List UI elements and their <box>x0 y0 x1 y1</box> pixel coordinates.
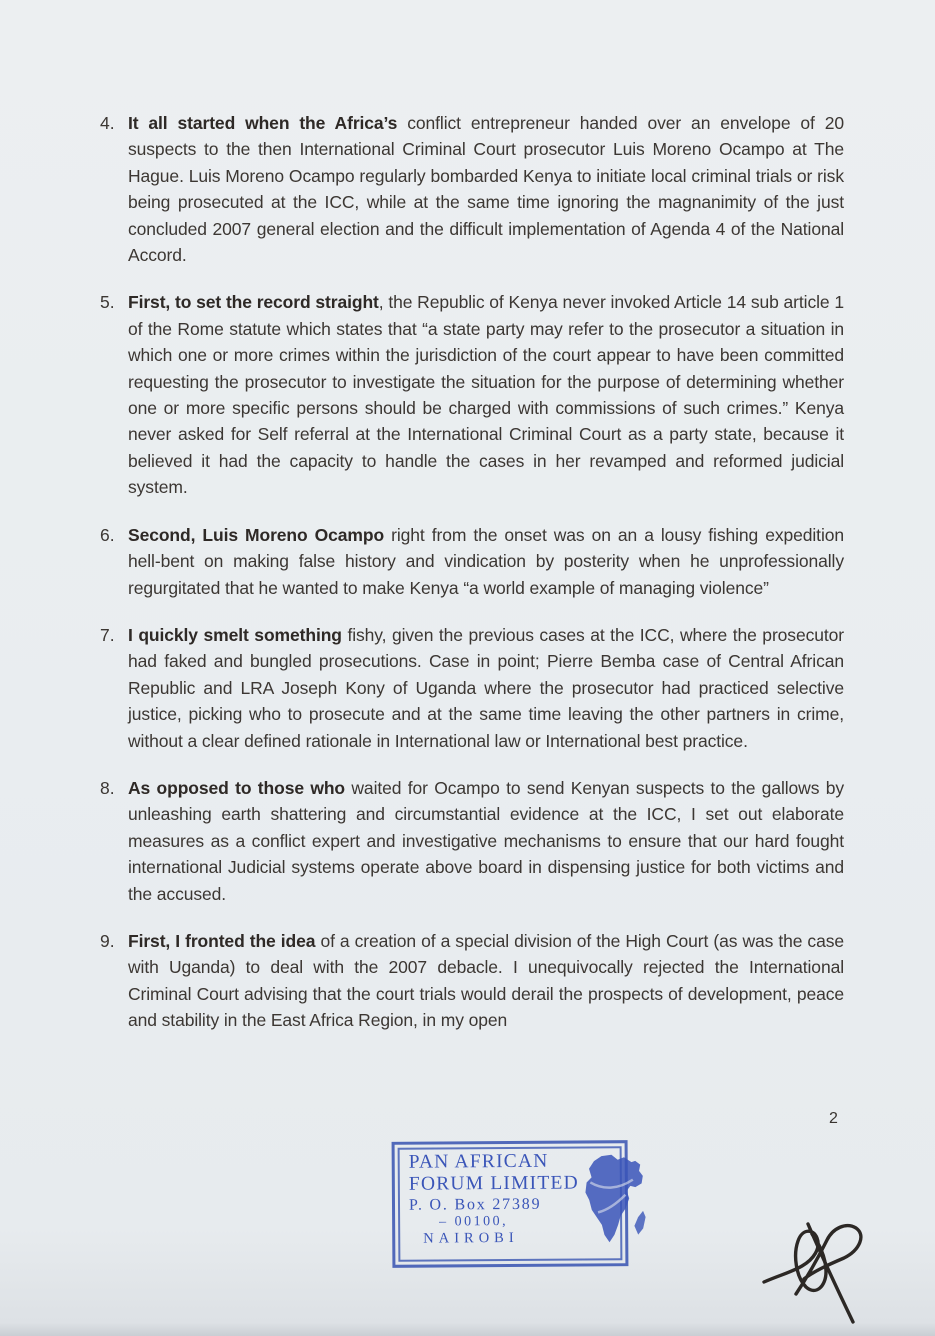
numbered-paragraph-list <box>100 110 844 1055</box>
item-body: , the Republic of Kenya never invoked Article 14 sub article 1 of the Rome statute which states that “a state party may refer to the prosecutor a situation in which one or more crimes within the jurisdiction of the court appear to have been committed requesting the prosecutor to investigate the situation for the purpose of determining whether one or more specific persons should be charged with commissions of such crimes.” Kenya never asked for Self referral at the International Criminal Court as a party state, because it believed it had the capacity to handle the cases in her revamped and reformed judicial system. <box>128 292 844 498</box>
stamp-city: NAIROBI <box>423 1229 519 1247</box>
list-item <box>100 622 844 754</box>
stamp-text-block <box>400 1149 580 1260</box>
signature-scribble <box>756 1198 934 1336</box>
page-number: 2 <box>829 1110 838 1127</box>
item-lead-bold: As opposed to those who <box>128 777 346 798</box>
stamp-inner-border <box>398 1146 623 1262</box>
item-text <box>128 110 844 268</box>
stamp-org-line1: PAN AFRICAN <box>408 1150 549 1173</box>
item-body: waited for Ocampo to send Kenyan suspects to the gallows by unleashing earth shattering and circumstantial evidence at the ICC, I set out elaborate measures as a conflict expert and investigative mechanisms to ensure that our hard fought international Judicial systems operate above board in dispensing justice for both victims and the accused. <box>128 777 844 904</box>
item-body: right from the onset was on an a lousy fishing expedition hell-bent on making false history and vindication by posterity when he unprofessionally regurgitated that he wanted to make Kenya “a world example of managing violence” <box>128 524 844 598</box>
item-text <box>128 622 844 754</box>
item-number: 8. <box>100 777 115 798</box>
item-text <box>128 928 844 1034</box>
item-lead-bold: It all started when the Africa’s <box>128 113 398 133</box>
item-number: 9. <box>100 930 115 951</box>
item-lead-bold: First, to set the record straight <box>128 292 379 313</box>
item-lead-bold: Second, Luis Moreno Ocampo <box>128 524 385 545</box>
item-number: 6. <box>100 524 115 545</box>
stamp-map-area <box>579 1148 621 1258</box>
pan-african-forum-stamp <box>392 1140 629 1268</box>
item-text <box>128 775 844 907</box>
africa-map-icon <box>575 1152 652 1253</box>
item-body: of a creation of a special division of the High Court (as was the case with Uganda) to deal with the 2007 debacle. I unequivocally rejected the International Criminal Court advising that the court trials would derail the prospects of development, peace and stability in the East Africa Region, in my open <box>128 930 844 1031</box>
item-number: 4. <box>100 113 115 133</box>
list-item <box>100 289 844 500</box>
list-item <box>100 928 844 1034</box>
item-body: fishy, given the previous cases at the ICC, where the prosecutor had faked and bungled prosecutions. Case in point; Pierre Bemba case of Central African Republic and LRA Joseph Kony of Uganda where the prosecutor had practiced selective justice, picking who to prosecute and at the same time leaving the other partners in crime, without a clear defined rationale in International law or International best practice. <box>128 624 844 751</box>
stamp-postcode: – 00100, <box>439 1214 509 1230</box>
item-body: conflict entrepreneur handed over an envelope of 20 suspects to the then International Criminal Court prosecutor Luis Moreno Ocampo at The Hague. Luis Moreno Ocampo regularly bombarded Kenya to initiate local criminal trials or risk being prosecuted at the ICC, while at the same time ignoring the magnanimity of the just concluded 2007 general election and the difficult implementation of Agenda 4 of the National Accord. <box>128 113 844 266</box>
item-text <box>128 289 844 500</box>
stamp-po-box: P. O. Box 27389 <box>408 1195 542 1214</box>
list-item <box>100 775 844 907</box>
item-lead-bold: First, I fronted the idea <box>128 930 316 951</box>
item-lead-bold: I quickly smelt something <box>128 624 342 645</box>
list-item <box>100 522 844 601</box>
stamp-org-line2: FORUM LIMITED <box>408 1172 579 1195</box>
list-item <box>100 110 844 268</box>
item-number: 5. <box>100 292 115 313</box>
item-number: 7. <box>100 624 115 645</box>
item-text <box>128 522 844 601</box>
